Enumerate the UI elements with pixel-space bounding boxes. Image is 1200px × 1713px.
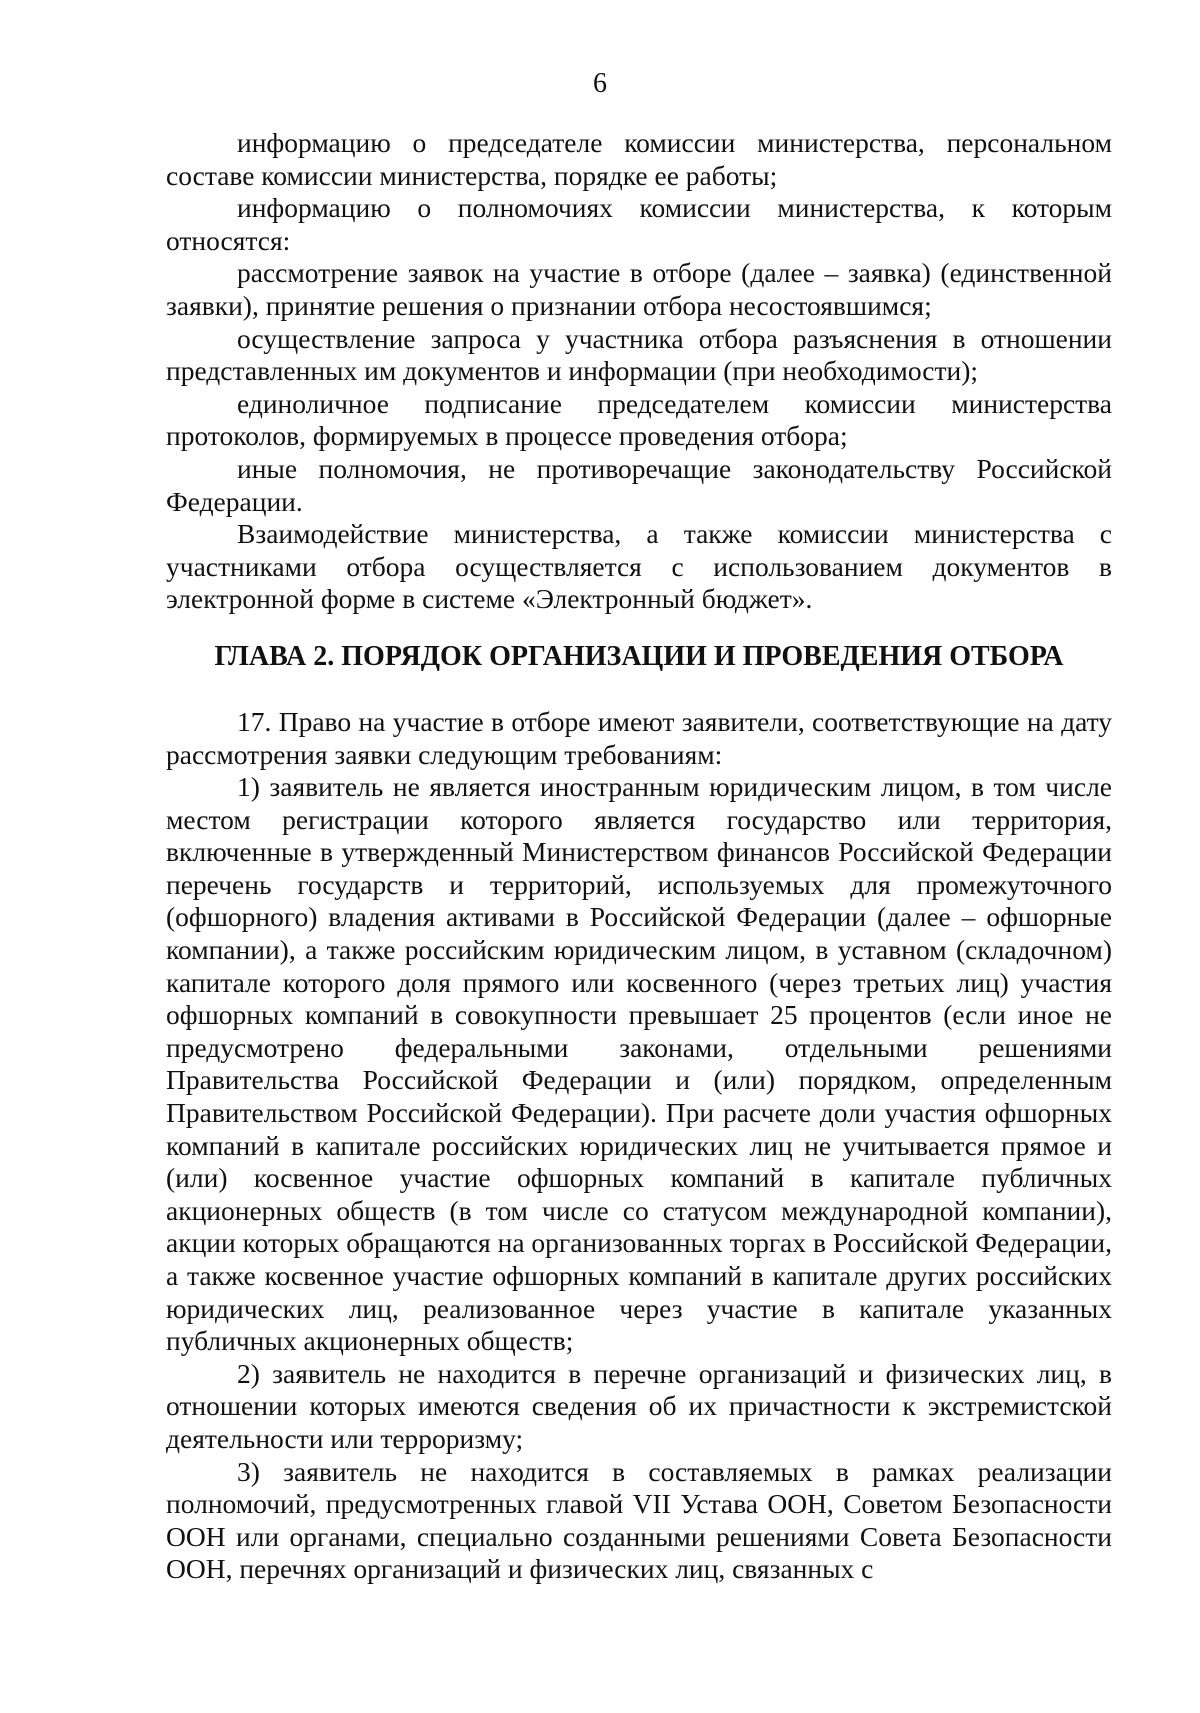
document-body — [166, 127, 1112, 1586]
paragraph: 3) заявитель не находится в составляемых в рамках реализации полномочий, предусмотренных главой VII Устава ООН, Советом Безопасности ООН или органами, специально созданными решениями Совета Безопасности ООН, перечнях организаций и физических лиц, связанных с — [166, 1455, 1112, 1585]
paragraph: 17. Право на участие в отборе имеют заявители, соответствующие на дату рассмотрения заявки следующим требованиям: — [166, 705, 1112, 770]
paragraph: единоличное подписание председателем комиссии министерства протоколов, формируемых в процессе проведения отбора; — [166, 387, 1112, 452]
paragraph: осуществление запроса у участника отбора разъяснения в отношении представленных им документов и информации (при необходимости); — [166, 322, 1112, 387]
chapter-heading: ГЛАВА 2. ПОРЯДОК ОРГАНИЗАЦИИ И ПРОВЕДЕНИЯ ОТБОРА — [214, 640, 1064, 672]
paragraph: рассмотрение заявок на участие в отборе (далее – заявка) (единственной заявки), принятие решения о признании отбора несостоявшимся; — [166, 257, 1112, 321]
paragraph: иные полномочия, не противоречащие законодательству Российской Федерации. — [166, 452, 1112, 517]
paragraph: информацию о полномочиях комиссии министерства, к которым относятся: — [166, 192, 1112, 256]
page-number: 6 — [593, 68, 607, 99]
paragraph: 2) заявитель не находится в перечне организаций и физических лиц, в отношении которых имеются сведения об их причастности к экстремистской деятельности или терроризму; — [166, 1357, 1112, 1454]
paragraph: 1) заявитель не является иностранным юридическим лицом, в том числе местом регистрации которого является государство или территория, включенные в утвержденный Министерством финансов Российской Федерации перечень государств и территорий, используемых для промежуточного (офшорного) владения активами в Российской Федерации (далее – офшорные компании), а также российским юридическим лицом, в уставном (складочном) капитале которого доля прямого или косвенного (через третьих лиц) участия офшорных компаний в совокупности превышает 25 процентов (если иное не предусмотрено федеральными законами, отдельными решениями Правительства Российской Федерации и (или) порядком, определенным Правительством Российской Федерации). При расчете доли участия офшорных компаний в капитале российских юридических лиц не учитывается прямое и (или) косвенное участие офшорных компаний в капитале публичных акционерных обществ (в том числе со статусом международной компании), акции которых обращаются на организованных торгах в Российской Федерации, а также косвенное участие офшорных компаний в капитале других российских юридических лиц, реализованное через участие в капитале указанных публичных акционерных обществ; — [166, 771, 1112, 1357]
paragraph: Взаимодействие министерства, а также комиссии министерства с участниками отбора осуществляется с использованием документов в электронной форме в системе «Электронный бюджет». — [166, 518, 1112, 615]
paragraph: информацию о председателе комиссии министерства, персональном составе комиссии министерства, порядке ее работы; — [166, 127, 1112, 191]
